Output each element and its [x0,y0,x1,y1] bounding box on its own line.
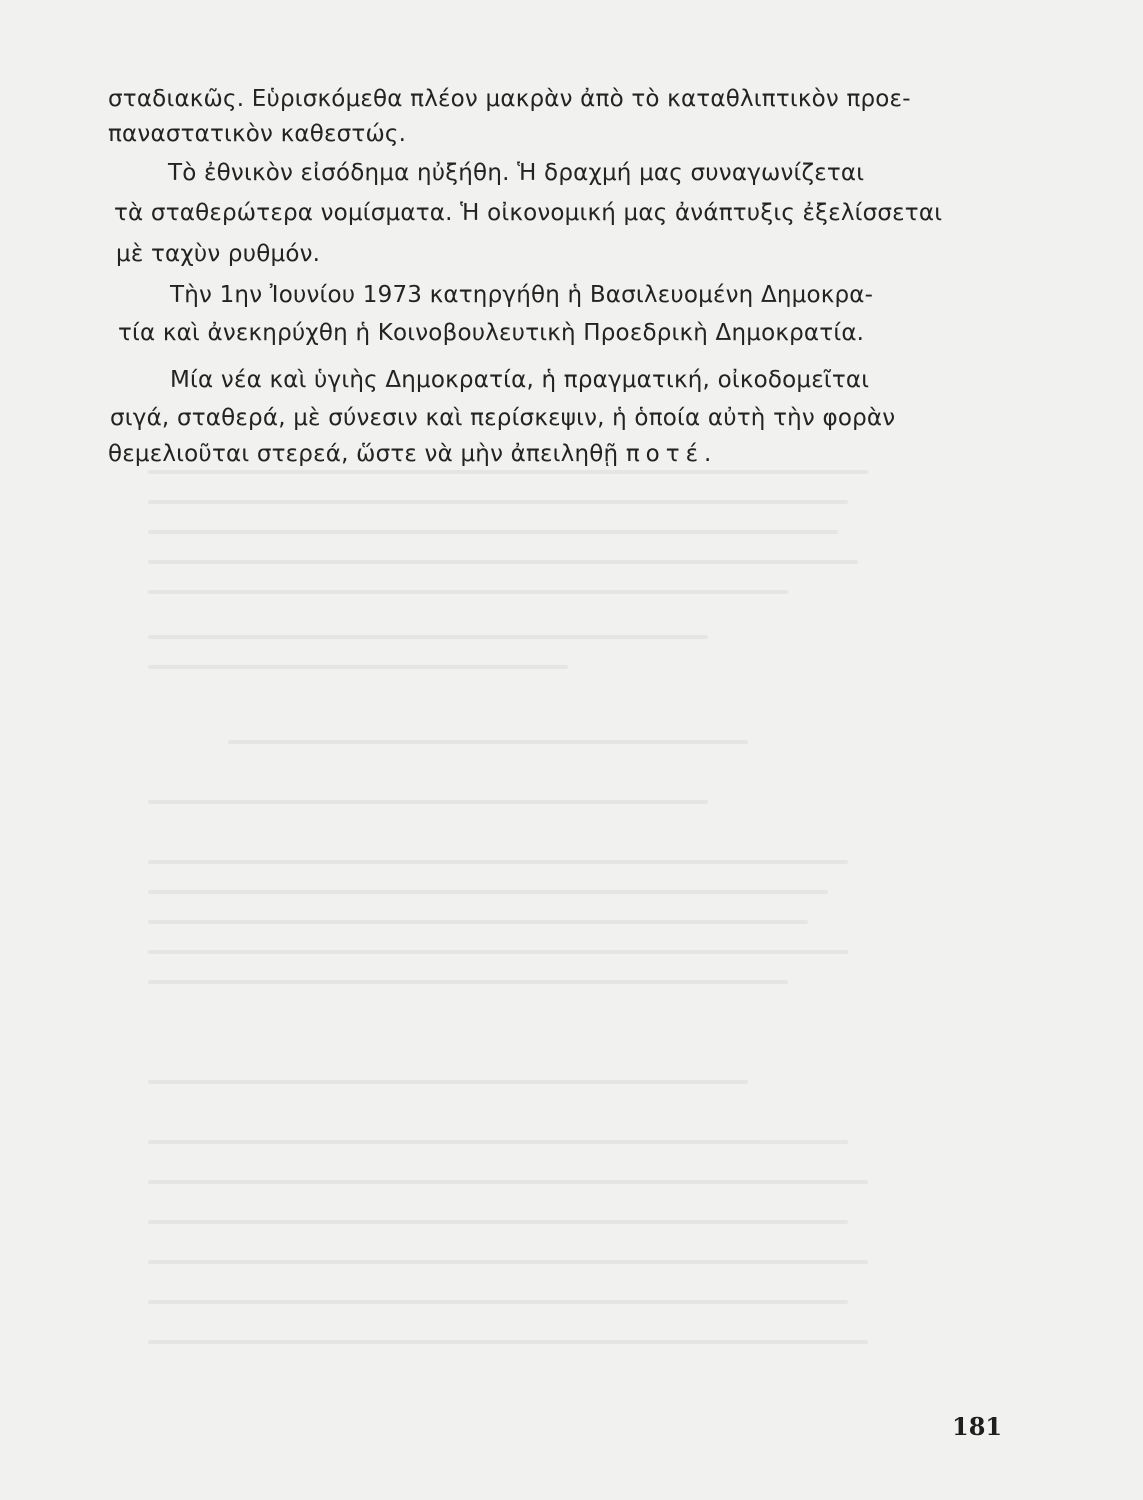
text-line: τὰ σταθερώτερα νομίσματα. Ἡ οἰκονομική μας ἀνάπτυξις ἐξελίσσεται [114,200,943,226]
text-line: σταδιακῶς. Εὑρισκόμεθα πλέον μακρὰν ἀπὸ τὸ καταθλιπτικὸν προε- [108,86,911,112]
text-line-last [108,439,712,469]
page-number: 181 [952,1412,1003,1441]
text-line: σιγά, σταθερά, μὲ σύνεσιν καὶ περίσκεψιν, ἡ ὁποία αὐτὴ τὴν φορὰν [110,405,896,431]
text-line: Τὴν 1ην Ἰουνίου 1973 κατηργήθη ἡ Βασιλευομένη Δημοκρα- [170,282,874,308]
text-line: παναστατικὸν καθεστώς. [108,121,407,147]
text-line: τία καὶ ἀνεκηρύχθη ἡ Κοινοβουλευτικὴ Προεδρικὴ Δημοκρατία. [118,320,865,346]
text-last-suffix: . [704,441,712,467]
text-line: μὲ ταχὺν ρυθμόν. [116,241,321,267]
text-line: Τὸ ἐθνικὸν εἰσόδημα ηὐξήθη. Ἡ δραχμή μας συναγωνίζεται [168,160,865,186]
show-through-texture [88,440,1128,1370]
text-emphasis: ποτέ [625,441,705,467]
text-last-prefix: θεμελιοῦται στερεά, ὥστε νὰ μὴν ἀπειληθῇ [108,441,619,467]
text-line: Μία νέα καὶ ὑγιὴς Δημοκρατία, ἡ πραγματική, οἰκοδομεῖται [170,367,870,393]
